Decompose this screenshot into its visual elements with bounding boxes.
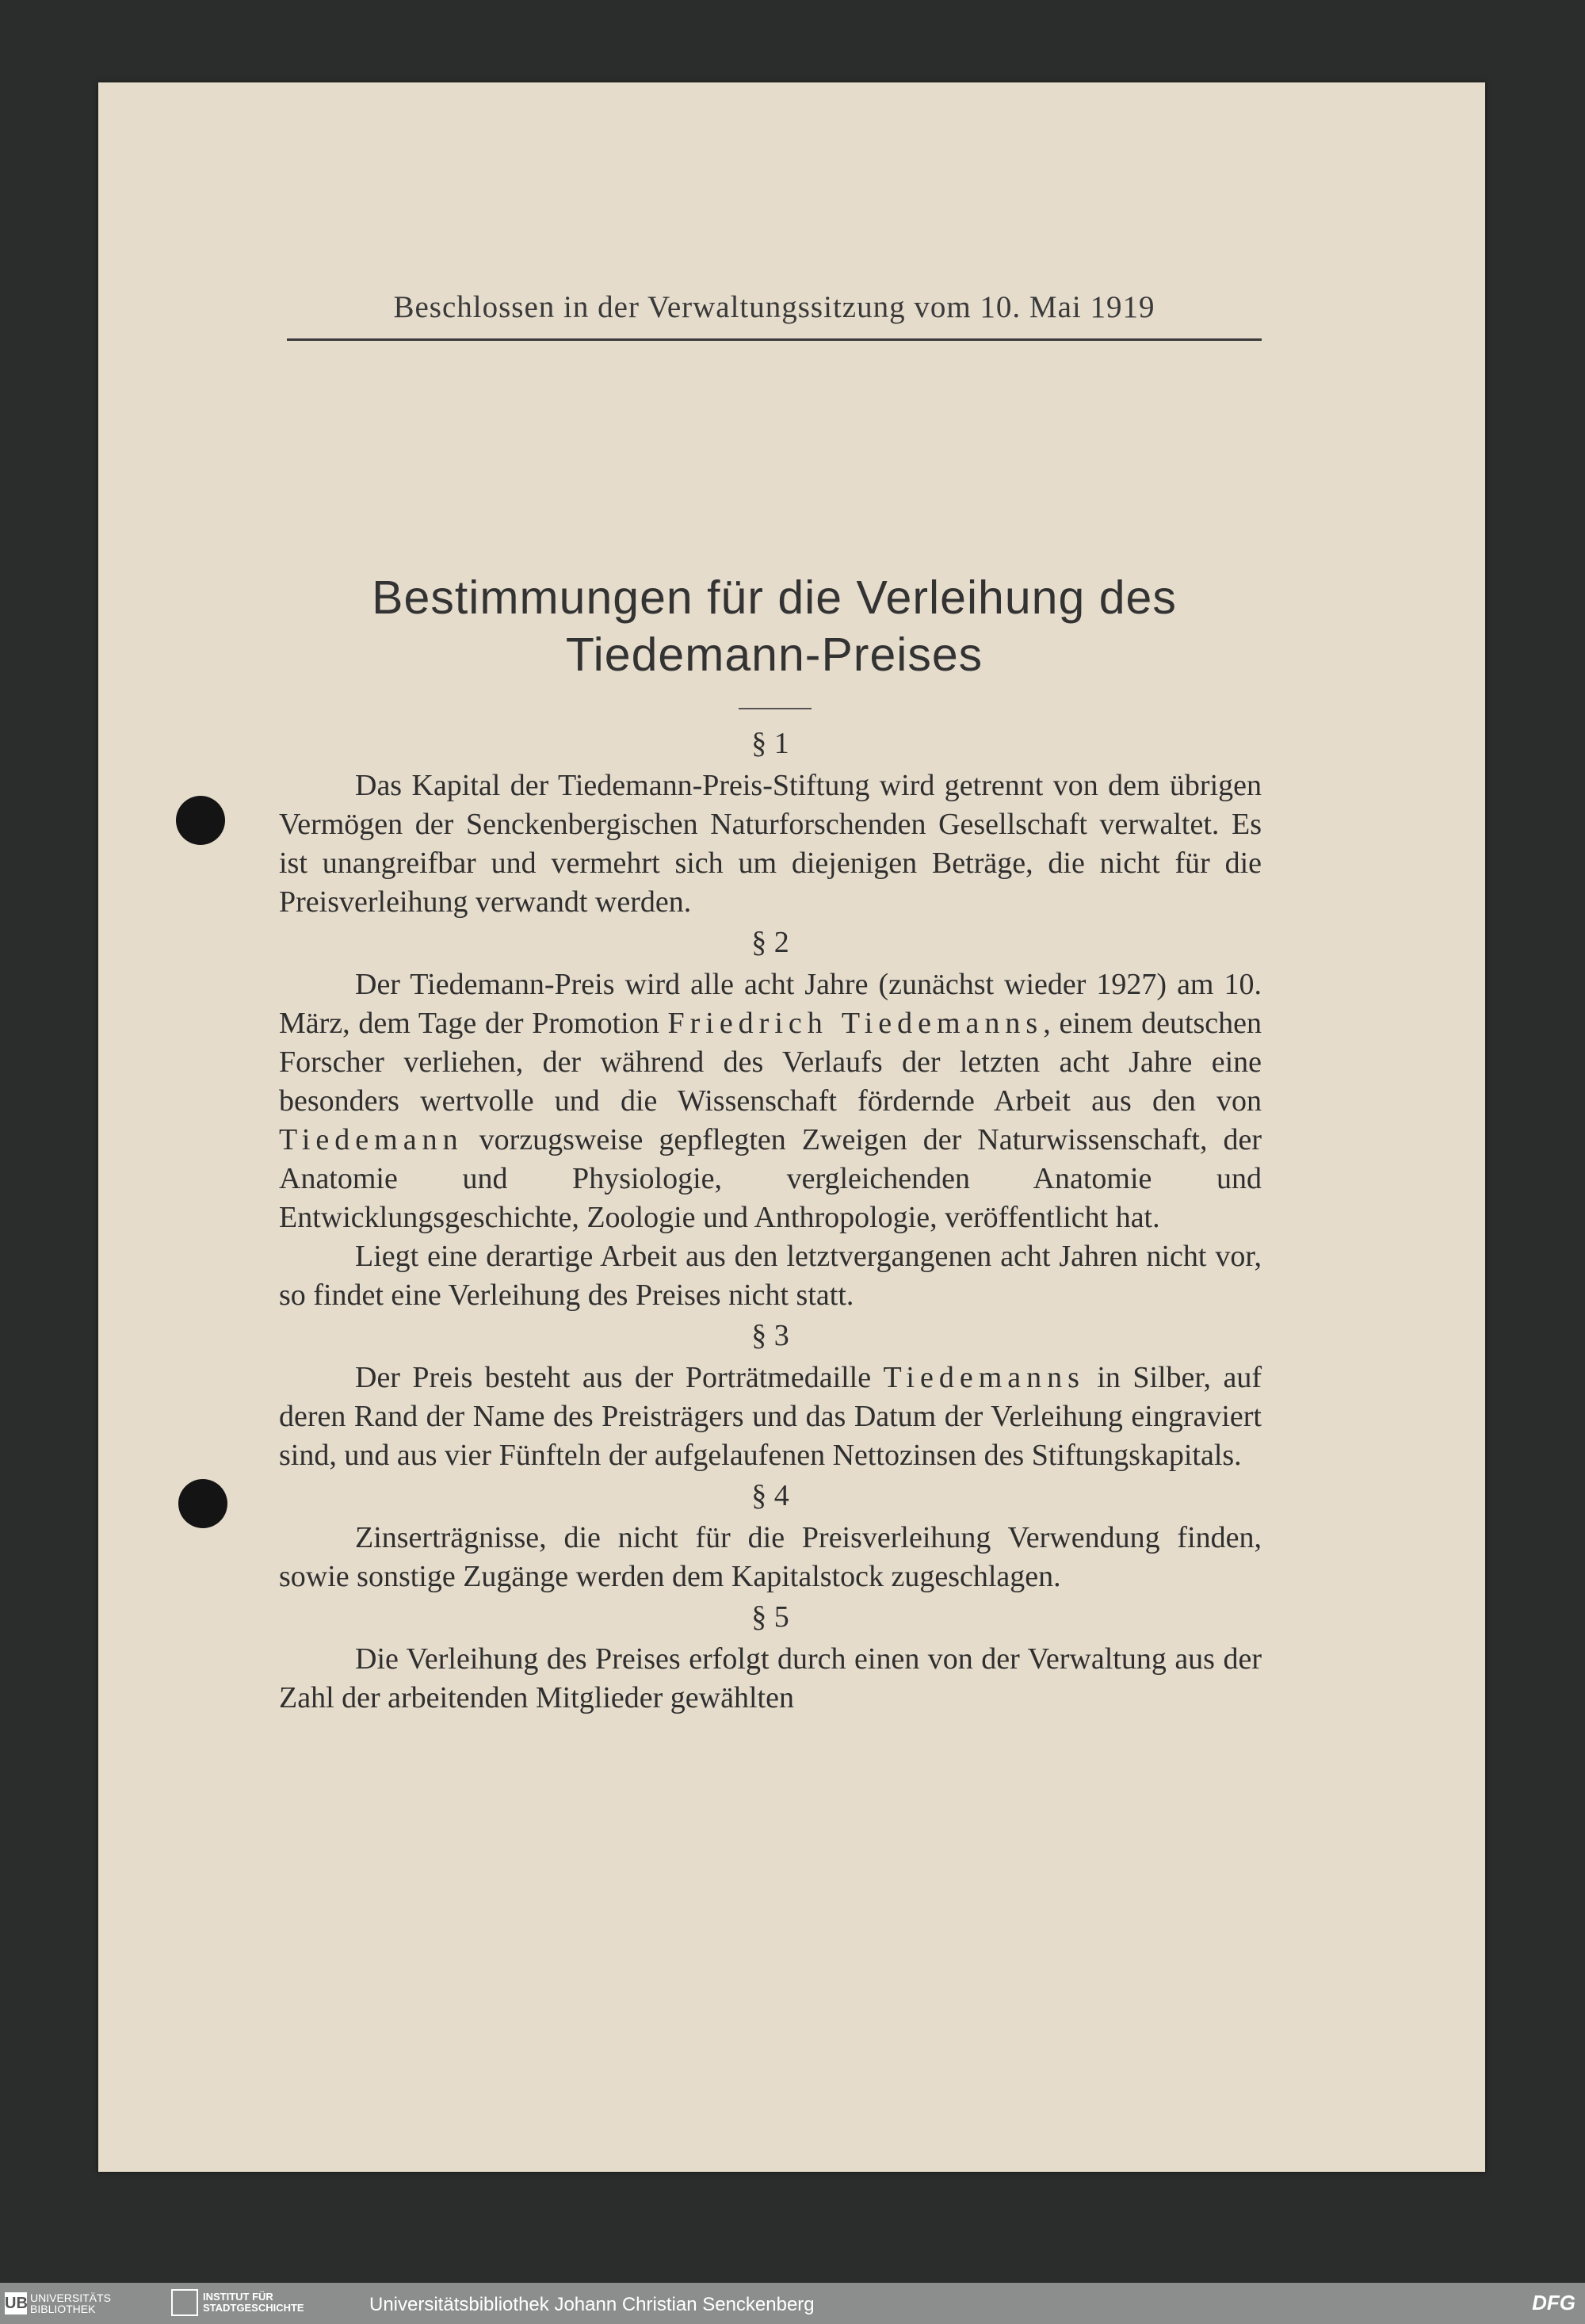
title-line: Bestimmungen für die Verleihung des [372, 571, 1177, 624]
institute-logo [171, 2289, 304, 2316]
institute-line: STADTGESCHICHTE [203, 2302, 304, 2314]
section-heading: § 1 [751, 727, 789, 760]
section-heading: § 3 [751, 1319, 789, 1352]
text-run: Zinserträgnisse, die nicht für die Preisverleihung Verwendung finden, sowie sonstige Zugänge werden dem Kapitalstock zugeschlagen. [279, 1521, 1262, 1593]
title-line: Tiedemann-Preises [565, 629, 983, 681]
punch-hole [176, 796, 225, 845]
institute-line: INSTITUT FÜR [203, 2291, 273, 2303]
title-rule [739, 708, 812, 709]
section-heading: § 4 [751, 1479, 789, 1512]
emphasized-name: Tiedemann [279, 1123, 464, 1156]
paragraph [279, 1359, 1262, 1475]
text-run: Die Verleihung des Preises erfolgt durch einen von der Verwaltung aus der Zahl der arbeitenden Mitglieder gewählten [279, 1642, 1262, 1714]
text-run: , einem deutschen Forscher verliehen, der während des Verlaufs der letzten acht Jahre eine besonders wertvolle und die Wissenschaft fördernde Arbeit aus den von [279, 1007, 1262, 1118]
page-title [287, 569, 1262, 683]
text-run: Das Kapital der Tiedemann-Preis-Stiftung wird getrennt von dem übrigen Vermögen der Senckenbergischen Naturforschenden Gesellschaft verwaltet. Es ist unangreifbar und vermehrt sich um diejenigen Beträge, die nicht für die Preisverleihung verwandt werden. [279, 769, 1262, 919]
section-heading: § 2 [751, 926, 789, 959]
text-run: Liegt eine derartige Arbeit aus den letztvergangenen acht Jahren nicht vor, so findet eine Verleihung des Preises nicht statt. [279, 1240, 1262, 1312]
dfg-logo: DFG [1532, 2291, 1575, 2314]
paragraph [279, 965, 1262, 1237]
text-run: Der Tiedemann-Preis wird alle acht Jahre (zunächst wieder 1927) am 10. März, dem Tage der Promotion [279, 968, 1262, 1040]
institute-logo-icon [171, 2289, 198, 2316]
paragraph [279, 1519, 1262, 1596]
emphasized-name: Tiedemanns [883, 1361, 1085, 1394]
footer-bar [0, 2283, 1585, 2324]
section-heading: § 5 [751, 1600, 789, 1634]
text-run: Der Preis besteht aus der Porträtmedaille [355, 1361, 884, 1394]
ub-logo-line: BIBLIOTHEK [30, 2303, 96, 2315]
header-rule [287, 338, 1262, 341]
text-run: in Silber, auf deren Rand der Name des Preisträgers und das Datum der Verleihung eingraviert sind, und aus vier Fünfteln der aufgelaufenen Nettozinsen des Stiftungskapitals. [279, 1361, 1262, 1472]
ub-logo-mark: UB [5, 2292, 27, 2314]
paragraph [279, 1640, 1262, 1718]
text-run: vorzugsweise gepflegten Zweigen der Naturwissenschaft, der Anatomie und Physiologie, vergleichenden Anatomie und Entwicklungsgeschichte, Zoologie und Anthropologie, veröffentlicht hat. [279, 1123, 1262, 1234]
paragraph [279, 1237, 1262, 1315]
paragraph [279, 766, 1262, 922]
ub-logo [5, 2291, 111, 2316]
document-body [279, 723, 1262, 1718]
ub-logo-line: UNIVERSITÄTS [30, 2292, 111, 2304]
punch-hole [178, 1479, 227, 1528]
emphasized-name: Friedrich Tiedemanns [667, 1007, 1044, 1040]
header-note: Beschlossen in der Verwaltungssitzung vom 10. Mai 1919 [393, 290, 1155, 324]
library-name: Universitätsbibliothek Johann Christian Senckenberg [369, 2294, 815, 2315]
